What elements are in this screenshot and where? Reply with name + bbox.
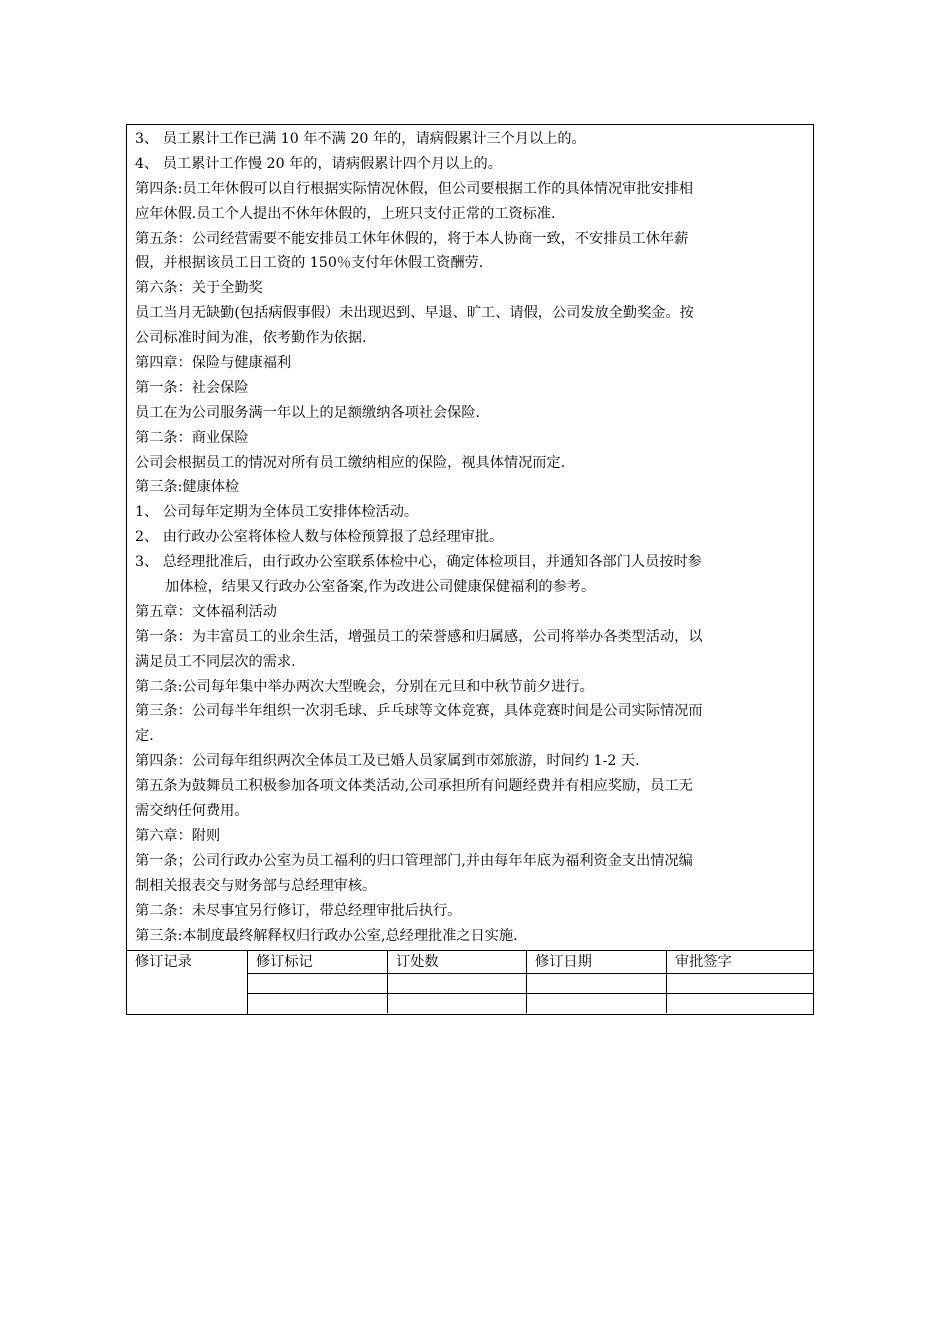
- section-heading: 第六条：关于全勤奖: [135, 280, 263, 297]
- list-item-continuation: 加体检，结果又行政办公室备案,作为改进公司健康保健福利的参考。: [165, 579, 596, 596]
- text-line: 第二条:公司每年集中举办两次大型晚会，分别在元旦和中秋节前夕进行。: [135, 678, 594, 695]
- empty-cell[interactable]: [527, 974, 667, 993]
- chapter-heading: 第五章：文体福利活动: [135, 603, 277, 620]
- document-frame: [126, 124, 814, 1015]
- empty-cell[interactable]: [248, 994, 388, 1013]
- empty-cell[interactable]: [667, 974, 813, 993]
- text-line: 第一条：为丰富员工的业余生活，增强员工的荣誉感和归属感，公司将举办各类型活动，以: [135, 628, 703, 645]
- text-line: 需交纳任何费用。: [135, 803, 249, 820]
- list-item: 3、 总经理批准后，由行政办公室联系体检中心，确定体检项目，并通知各部门人员按时参: [135, 554, 702, 571]
- text-line: 第五条：公司经营需要不能安排员工休年休假的，将于本人协商一致，不安排员工休年薪: [135, 230, 689, 247]
- revision-record-table: [127, 951, 813, 1014]
- section-heading: 第三条:健康体检: [135, 479, 240, 496]
- header-revision-date: 修订日期: [527, 951, 667, 973]
- list-item: 2、 由行政办公室将体检人数与体检预算报了总经理审批。: [135, 529, 504, 546]
- text-line: 员工在为公司服务满一年以上的足额缴纳各项社会保险.: [135, 404, 481, 421]
- text-line: 第二条：未尽事宜另行修订，带总经理审批后执行。: [135, 902, 462, 919]
- header-approval-signature: 审批签字: [675, 954, 732, 971]
- header-revision-mark: 修订标记: [248, 951, 388, 973]
- text-line: 第三条：公司每半年组织一次羽毛球、乒乓球等文体竞赛，具体竞赛时间是公司实际情况而: [135, 703, 703, 720]
- empty-cell[interactable]: [388, 974, 527, 993]
- empty-cell[interactable]: [527, 994, 667, 1013]
- empty-cell[interactable]: [388, 994, 527, 1013]
- text-line: 第四条：公司每年组织两次全体员工及已婚人员家属到市郊旅游，时间约 1-2 天.: [135, 753, 640, 770]
- text-line: 公司标准时间为准，依考勤作为依据.: [135, 330, 367, 347]
- text-line: 第三条:本制度最终解释权归行政办公室,总经理批准之日实施.: [135, 927, 518, 944]
- chapter-heading: 第四章：保险与健康福利: [135, 355, 292, 372]
- text-line: 制相关报表交与财务部与总经理审核。: [135, 877, 377, 894]
- list-item: 1、 公司每年定期为全体员工安排体检活动。: [135, 504, 419, 521]
- table-row: [248, 974, 813, 994]
- text-line: 员工当月无缺勤(包括病假事假）未出现迟到、早退、旷工、请假，公司发放全勤奖金。按: [135, 305, 694, 322]
- header-revision-count: 订处数: [388, 951, 527, 973]
- text-line: 4、 员工累计工作慢 20 年的，请病假累计四个月以上的。: [135, 155, 502, 172]
- text-line: 第一条；公司行政办公室为员工福利的归口管理部门,并由每年年底为福利资金支出情况编: [135, 852, 693, 869]
- section-heading: 第一条：社会保险: [135, 379, 249, 396]
- chapter-heading: 第六章：附则: [135, 827, 221, 844]
- table-row: [248, 994, 813, 1013]
- revision-header-row: [248, 951, 813, 974]
- revision-record-label: 修订记录: [127, 951, 248, 1014]
- text-line: 假，并根据该员工日工资的 150％支付年休假工资酬劳.: [135, 255, 484, 272]
- revision-grid: [248, 951, 813, 1014]
- text-line: 公司会根据员工的情况对所有员工缴纳相应的保险，视具体情况而定.: [135, 454, 566, 471]
- text-line: 3、 员工累计工作已满 10 年不满 20 年的，请病假累计三个月以上的。: [135, 131, 586, 147]
- text-line: 满足员工不同层次的需求.: [135, 653, 296, 670]
- policy-content: [127, 125, 813, 951]
- text-line: 第四条:员工年休假可以自行根据实际情况休假，但公司要根据工作的具体情况审批安排相: [135, 180, 694, 197]
- text-line: 第五条为鼓舞员工积极参加各项文体类活动,公司承担所有问题经费并有相应奖励，员工无: [135, 778, 693, 795]
- empty-cell[interactable]: [667, 994, 813, 1013]
- text-line: 定.: [135, 728, 154, 745]
- empty-cell[interactable]: [248, 974, 388, 993]
- text-line: 应年休假.员工个人提出不休年休假的，上班只支付正常的工资标准.: [135, 205, 556, 222]
- section-heading: 第二条：商业保险: [135, 429, 249, 446]
